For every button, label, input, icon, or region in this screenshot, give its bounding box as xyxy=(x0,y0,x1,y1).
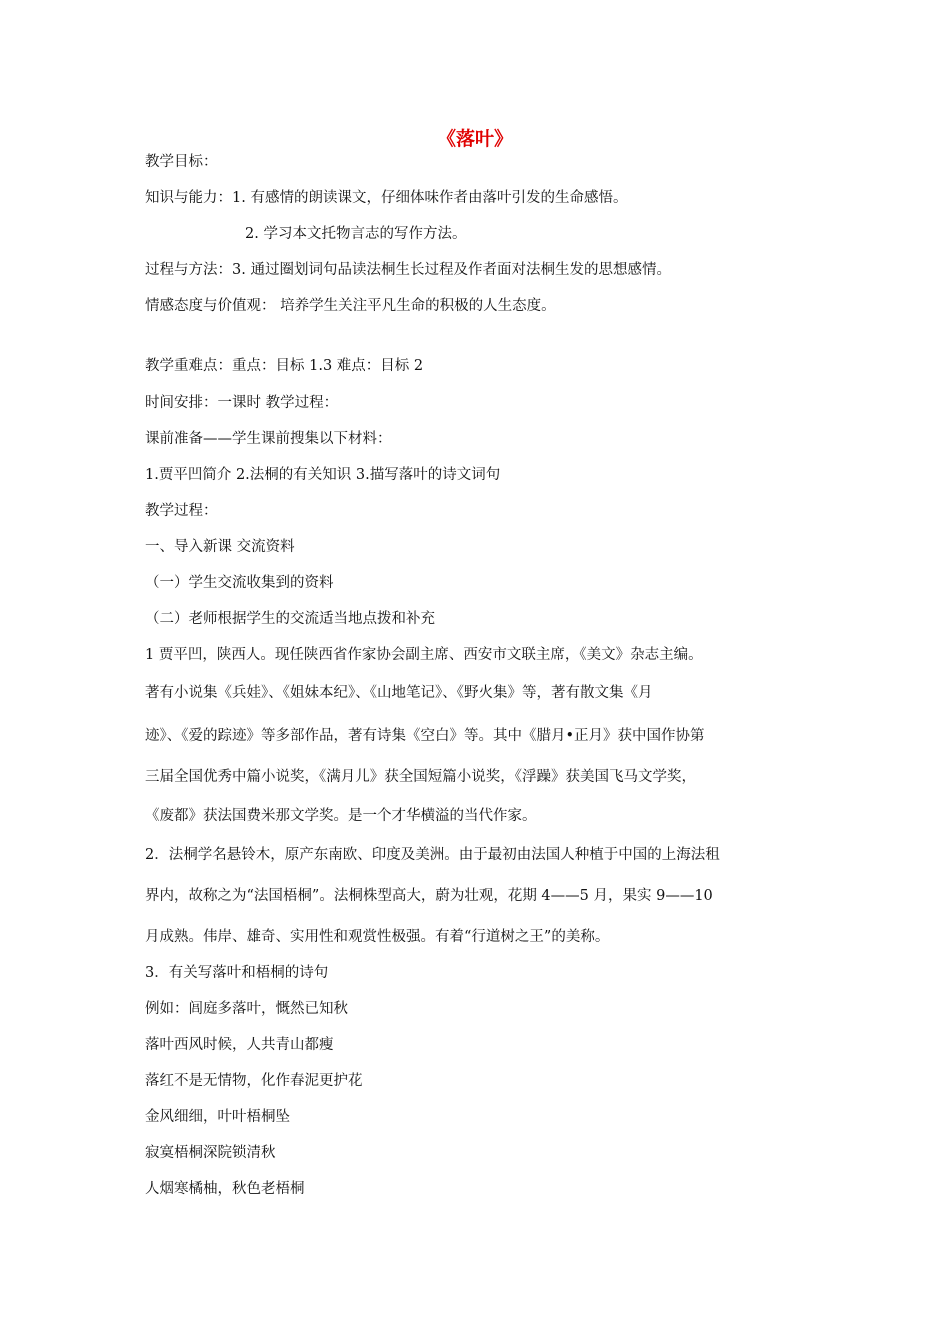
poem-line: 例如：闾庭多落叶，慨然已知秋 xyxy=(145,1001,348,1017)
section-one-heading: 一、导入新课 交流资料 xyxy=(145,539,295,555)
goal-process-line: 过程与方法：3. 通过圈划词句品读法桐生长过程及作者面对法桐生发的思想感情。 xyxy=(145,262,671,278)
goal-knowledge-line-2: 2. 学习本文托物言志的写作方法。 xyxy=(245,226,467,242)
goal-emotion-line: 情感态度与价值观： 培养学生关注平凡生命的积极的人生态度。 xyxy=(145,298,556,314)
plane-tree-line: 界内，故称之为“法国梧桐”。法桐株型高大，蔚为壮观，花期 4——5 月，果实 9——10 xyxy=(145,888,713,904)
author-bio-line: 1 贾平凹，陕西人。现任陕西省作家协会副主席、西安市文联主席，《美文》杂志主编。 xyxy=(145,647,703,663)
subsection-one: （一）学生交流收集到的资料 xyxy=(145,575,334,591)
author-bio-line: 迹》、《爱的踪迹》等多部作品，著有诗集《空白》等。其中《腊月•正月》获中国作协第 xyxy=(145,728,705,744)
author-bio-line: 著有小说集《兵娃》、《姐妹本纪》、《山地笔记》、《野火集》等，著有散文集《月 xyxy=(145,685,653,701)
plane-tree-line: 月成熟。伟岸、雄奇、实用性和观赏性极强。有着“行道树之王”的美称。 xyxy=(145,929,610,945)
author-bio-line: 三届全国优秀中篇小说奖，《满月儿》获全国短篇小说奖，《浮躁》获美国飞马文学奖， xyxy=(145,769,696,785)
teaching-process-heading: 教学过程： xyxy=(145,503,218,519)
poem-line: 寂寞梧桐深院锁清秋 xyxy=(145,1145,276,1161)
time-arrangement: 时间安排：一课时 教学过程： xyxy=(145,395,339,411)
preparation-line: 课前准备——学生课前搜集以下材料： xyxy=(145,431,392,447)
poem-line: 金风细细，叶叶梧桐坠 xyxy=(145,1109,290,1125)
poem-line: 落红不是无情物，化作春泥更护花 xyxy=(145,1073,363,1089)
preparation-items: 1.贾平凹简介 2.法桐的有关知识 3.描写落叶的诗文词句 xyxy=(145,467,501,483)
key-difficult-points: 教学重难点：重点：目标 1.3 难点：目标 2 xyxy=(145,358,424,374)
poem-line: 人烟寒橘柚，秋色老梧桐 xyxy=(145,1181,305,1197)
poem-line: 落叶西风时候，人共青山都瘦 xyxy=(145,1037,334,1053)
plane-tree-line: 2．法桐学名悬铃木，原产东南欧、印度及美洲。由于最初由法国人种植于中国的上海法租 xyxy=(145,847,720,863)
document-title: 《落叶》 xyxy=(436,128,513,150)
poems-heading: 3．有关写落叶和梧桐的诗句 xyxy=(145,965,329,981)
author-bio-line: 《废都》获法国费米那文学奖。是一个才华横溢的当代作家。 xyxy=(145,808,537,824)
goal-knowledge-line: 知识与能力：1. 有感情的朗读课文，仔细体味作者由落叶引发的生命感悟。 xyxy=(145,190,628,206)
teaching-goals-heading: 教学目标： xyxy=(145,154,218,170)
subsection-two: （二）老师根据学生的交流适当地点拨和补充 xyxy=(145,611,435,627)
